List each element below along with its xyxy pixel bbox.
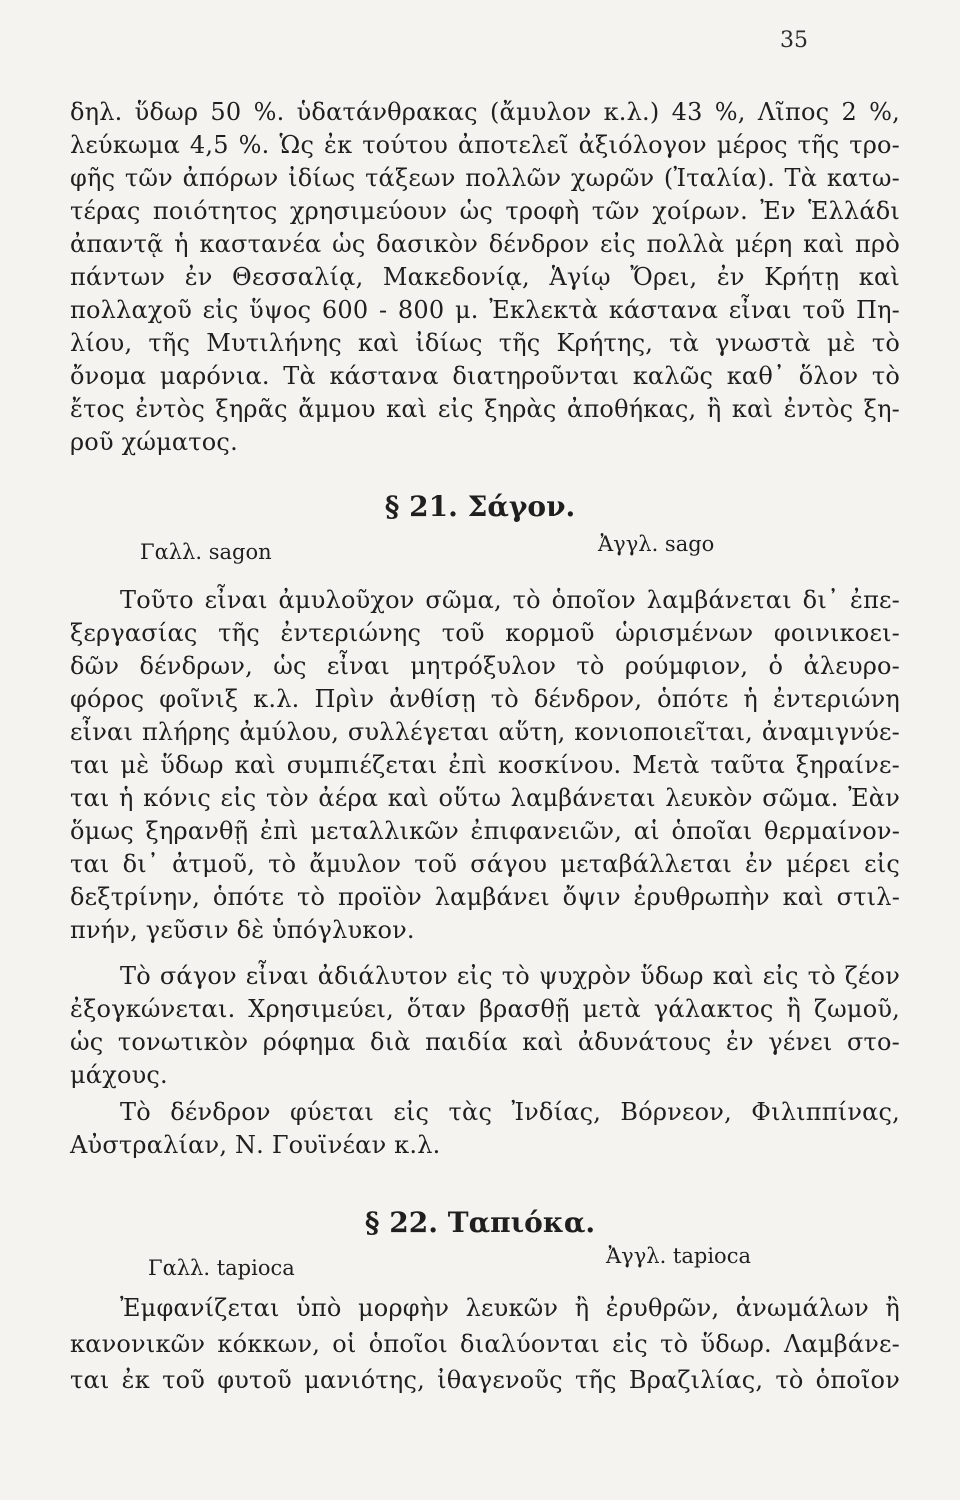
text-line: Αὐστραλίαν, Ν. Γουϊνέαν κ.λ. (70, 1131, 441, 1159)
text-line: ἔτος ἐντὸς ξηρᾶς ἄμμου καὶ εἰς ξηρὰς ἀποθήκας, ἢ καὶ ἐντὸς ξη- (70, 395, 900, 423)
text-line: Τὸ σάγον εἶναι ἀδιάλυτον εἰς τὸ ψυχρὸν ὕδωρ καὶ εἰς τὸ ζέον (120, 962, 900, 990)
text-line: Τοῦτο εἶναι ἀμυλοῦχον σῶμα, τὸ ὁποῖον λαμβάνεται δι᾽ ἐπε- (120, 586, 900, 614)
text-line: πνήν, γεῦσιν δὲ ὑπόγλυκον. (70, 916, 415, 944)
text-line: φόρος φοῖνιξ κ.λ. Πρὶν ἀνθίσῃ τὸ δένδρον, ὁπότε ἡ ἐντεριώνη (70, 685, 900, 713)
text-line: λίου, τῆς Μυτιλήνης καὶ ἰδίως τῆς Κρήτης, τὰ γνωστὰ μὲ τὸ (70, 329, 900, 357)
text-line: ὄνομα μαρόνια. Τὰ κάστανα διατηροῦνται καλῶς καθ᾽ ὅλον τὸ (70, 362, 900, 390)
text-line: ροῦ χώματος. (70, 428, 238, 456)
text-line: ται ἡ κόνις εἰς τὸν ἀέρα καὶ οὕτω λαμβάνεται λευκὸν σῶμα. Ἐὰν (70, 784, 900, 812)
french-name: Γαλλ. tapioca (148, 1256, 295, 1280)
french-name: Γαλλ. sagon (140, 540, 272, 564)
text-line: ὅμως ξηρανθῇ ἐπὶ μεταλλικῶν ἐπιφανειῶν, αἱ ὁποῖαι θερμαίνον- (70, 817, 900, 845)
text-line: φῆς τῶν ἀπόρων ἰδίως τάξεων πολλῶν χωρῶν (Ἰταλία). Τὰ κατω- (70, 164, 900, 192)
text-line: τέρας ποιότητος χρησιμεύουν ὡς τροφὴ τῶν χοίρων. Ἐν Ἑλλάδι (70, 197, 900, 225)
text-line: ται δι᾽ ἀτμοῦ, τὸ ἄμυλον τοῦ σάγου μεταβάλλεται ἐν μέρει εἰς (70, 850, 900, 878)
text-line: Τὸ δένδρον φύεται εἰς τὰς Ἰνδίας, Βόρνεον, Φιλιππίνας, (120, 1098, 900, 1126)
text-line: πολλαχοῦ εἰς ὕψος 600 - 800 μ. Ἐκλεκτὰ κάστανα εἶναι τοῦ Πη- (70, 296, 900, 324)
section-heading-22: § 22. Ταπιόκα. (364, 1206, 596, 1239)
text-line: πάντων ἐν Θεσσαλίᾳ, Μακεδονίᾳ, Ἁγίῳ Ὄρει, ἐν Κρήτῃ καὶ (70, 263, 900, 291)
page-number: 35 (780, 28, 808, 53)
text-line: κανονικῶν κόκκων, οἱ ὁποῖοι διαλύονται εἰς τὸ ὕδωρ. Λαμβάνε- (70, 1330, 900, 1358)
text-line: ξεργασίας τῆς ἐντεριώνης τοῦ κορμοῦ ὡρισμένων φοινικοει- (70, 619, 900, 647)
section-heading-21: § 21. Σάγον. (384, 490, 576, 523)
text-line: δεξτρίνην, ὁπότε τὸ προϊὸν λαμβάνει ὄψιν ἐρυθρωπὴν καὶ στιλ- (70, 883, 900, 911)
text-line: ἐξογκώνεται. Χρησιμεύει, ὅταν βρασθῇ μετὰ γάλακτος ἢ ζωμοῦ, (70, 995, 900, 1023)
text-line: λεύκωμα 4,5 %. Ὡς ἐκ τούτου ἀποτελεῖ ἀξιόλογον μέρος τῆς τρο- (70, 131, 900, 159)
text-line: ὡς τονωτικὸν ρόφημα διὰ παιδία καὶ ἀδυνάτους ἐν γένει στο- (70, 1028, 900, 1056)
english-name: Ἀγγλ. tapioca (606, 1244, 751, 1268)
text-line: ται ἐκ τοῦ φυτοῦ μανιότης, ἰθαγενοῦς τῆς Βραζιλίας, τὸ ὁποῖον (70, 1366, 900, 1394)
text-line: ται μὲ ὕδωρ καὶ συμπιέζεται ἐπὶ κοσκίνου. Μετὰ ταῦτα ξηραίνε- (70, 751, 900, 779)
text-line: δηλ. ὕδωρ 50 %. ὑδατάνθρακας (ἄμυλον κ.λ.) 43 %, Λῖπος 2 %, (70, 98, 900, 126)
text-line: ἀπαντᾷ ἡ καστανέα ὡς δασικὸν δένδρον εἰς πολλὰ μέρη καὶ πρὸ (70, 230, 900, 258)
text-line: εἶναι πλήρης ἀμύλου, συλλέγεται αὕτη, κονιοποιεῖται, ἀναμιγνύε- (70, 718, 900, 746)
text-line: Ἐμφανίζεται ὑπὸ μορφὴν λευκῶν ἢ ἐρυθρῶν, ἀνωμάλων ἢ (120, 1294, 900, 1322)
text-line: δῶν δένδρων, ὡς εἶναι μητρόξυλον τὸ ρούμφιον, ὁ ἀλευρο- (70, 652, 900, 680)
text-line: μάχους. (70, 1061, 168, 1089)
english-name: Ἀγγλ. sago (598, 532, 715, 556)
